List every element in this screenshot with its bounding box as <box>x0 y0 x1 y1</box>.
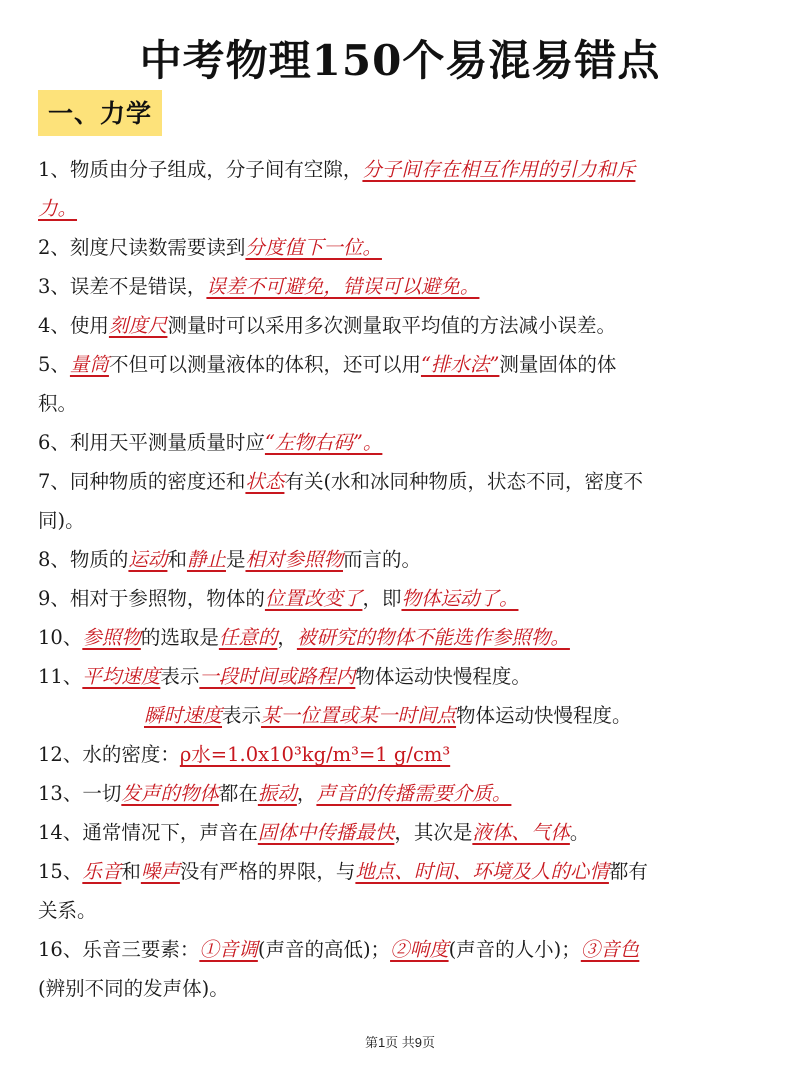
item-text: 关系。 <box>38 899 97 922</box>
page-title: 中考物理150个易混易错点 <box>139 36 661 85</box>
item-text: 物体运动快慢程度。 <box>355 665 531 688</box>
list-item-11-cont <box>38 696 760 735</box>
item-text: 8、物质的 <box>38 548 129 571</box>
list-item-10 <box>38 618 760 657</box>
item-text: 和 <box>121 860 141 883</box>
section-heading: 一、力学 <box>38 90 162 136</box>
list-item-1 <box>38 150 760 189</box>
key-point: 分度值下一位。 <box>245 236 382 259</box>
item-text: 表示 <box>222 704 262 727</box>
list-item-13 <box>38 774 760 813</box>
item-text: 有关(水和冰同种物质，状态不同，密度不 <box>284 470 644 493</box>
list-item-16-cont <box>38 969 760 1008</box>
list-item-8 <box>38 540 760 579</box>
key-point: 一段时间或路程内 <box>199 665 356 688</box>
item-text: 物体运动快慢程度。 <box>456 704 632 727</box>
item-text: 12、水的密度： <box>38 743 180 766</box>
list-item-5 <box>38 345 760 384</box>
item-text: 6、利用天平测量质量时应 <box>38 431 265 454</box>
key-point: ②响度 <box>390 938 449 961</box>
item-text: (辨别不同的发声体)。 <box>38 977 229 1000</box>
item-text: 不但可以测量液体的体积，还可以用 <box>108 353 421 376</box>
key-point: “排水法” <box>420 353 500 376</box>
item-text: ，其次是 <box>394 821 473 844</box>
key-point: “左物右码”。 <box>264 431 383 454</box>
item-text: ， <box>296 782 317 805</box>
item-text: 是 <box>225 548 246 571</box>
item-text: 16、乐音三要素： <box>38 938 200 961</box>
page-number: 第1页 共9页 <box>364 1035 436 1050</box>
key-point: 误差不可避免，错误可以避免。 <box>206 275 480 298</box>
item-text: 和 <box>167 548 187 571</box>
key-point: 地点、时间、环境及人的心情 <box>355 860 609 883</box>
item-text: 表示 <box>160 665 200 688</box>
list-item-15-cont <box>38 891 760 930</box>
list-item-4 <box>38 306 760 345</box>
item-text: 10、 <box>38 626 83 649</box>
item-text: 积。 <box>38 392 78 415</box>
item-text: (声音的人小)； <box>448 938 581 961</box>
item-text: 11、 <box>38 665 83 688</box>
key-point: ①音调 <box>199 938 258 961</box>
key-point: 力。 <box>38 197 78 220</box>
key-point: 物体运动了。 <box>401 587 519 610</box>
item-text: (声音的高低)； <box>257 938 391 961</box>
list-item-9 <box>38 579 760 618</box>
item-text: 9、相对于参照物，物体的 <box>38 587 265 610</box>
content-body <box>38 150 760 1008</box>
item-text: 14、通常情况下，声音在 <box>38 821 258 844</box>
key-point: 平均速度 <box>82 665 161 688</box>
list-item-14 <box>38 813 760 852</box>
key-point: 位置改变了 <box>264 587 363 610</box>
list-item-5-cont <box>38 384 760 423</box>
item-text: 13、一切 <box>38 782 122 805</box>
list-item-11 <box>38 657 760 696</box>
key-point: 任意的 <box>218 626 278 649</box>
key-point: 分子间存在相互作用的引力和斥 <box>362 158 636 181</box>
item-text: 都有 <box>608 860 648 883</box>
key-point: 某一位置或某一时间点 <box>261 704 457 727</box>
item-text: 15、 <box>38 860 83 883</box>
key-point: 量筒 <box>69 353 109 376</box>
item-text: 2、刻度尺读数需要读到 <box>38 236 246 259</box>
key-point: 噪声 <box>140 860 180 883</box>
key-point: 被研究的物体不能选作参照物。 <box>296 626 570 649</box>
key-point: 固体中传播最快 <box>257 821 395 844</box>
key-point: 瞬时速度 <box>144 704 223 727</box>
list-item-2 <box>38 228 760 267</box>
key-point: 发声的物体 <box>121 782 219 805</box>
item-text: 7、同种物质的密度还和 <box>38 470 246 493</box>
item-text: ， <box>277 626 297 649</box>
key-point: 运动 <box>128 548 168 571</box>
key-point: 静止 <box>186 548 226 571</box>
item-text: 而言的。 <box>343 548 422 571</box>
list-item-7-cont <box>38 501 760 540</box>
item-text: 没有严格的界限，与 <box>179 860 356 883</box>
key-point: 振动 <box>257 782 297 805</box>
list-item-7 <box>38 462 760 501</box>
key-point: 相对参照物 <box>245 548 343 571</box>
key-point: ③音色 <box>580 938 640 961</box>
key-point: 参照物 <box>82 626 141 649</box>
item-text: 测量固体的体 <box>499 353 617 376</box>
item-text: 测量时可以采用多次测量取平均值的方法减小误差。 <box>167 314 616 337</box>
list-item-12 <box>38 735 760 774</box>
item-text: 3、误差不是错误， <box>38 275 207 298</box>
list-item-1-cont <box>38 189 760 228</box>
key-point: 状态 <box>245 470 285 493</box>
list-item-3 <box>38 267 760 306</box>
item-text: 同)。 <box>38 509 85 532</box>
item-text: 的选取是 <box>140 626 219 649</box>
key-point: 刻度尺 <box>108 314 168 337</box>
item-text: 1、物质由分子组成，分子间有空隙， <box>38 158 363 181</box>
list-item-16 <box>38 930 760 969</box>
key-point: 乐音 <box>82 860 122 883</box>
key-point: 声音的传播需要介质。 <box>316 782 512 805</box>
item-text: ，即 <box>362 587 402 610</box>
key-point: ρ水=1.0x10³kg/m³=1 g/cm³ <box>179 743 451 766</box>
item-text: 4、使用 <box>38 314 109 337</box>
item-text: 都在 <box>218 782 258 805</box>
item-text: 5、 <box>38 353 70 376</box>
item-text: 。 <box>569 821 590 844</box>
key-point: 液体、气体 <box>472 821 570 844</box>
list-item-6 <box>38 423 760 462</box>
list-item-15 <box>38 852 760 891</box>
